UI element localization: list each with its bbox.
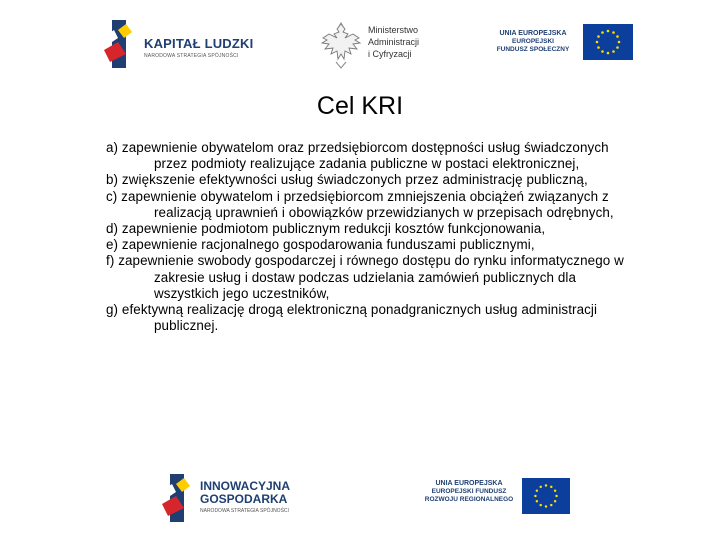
goal-item-c: c) zapewnienie obywatelom i przedsiębiorcom zmniejszenia obciążeń związanych z realizacją uprawnień i obowiązków przewidzianych w przepisach odrębnych, [106,188,614,220]
goal-item-g: g) efektywną realizację drogą elektroniczną ponadgranicznych usług administracji publicznej. [106,302,598,334]
ministry-line-2: Administracji [368,37,420,47]
kapital-ludzki-subtitle: NARODOWA STRATEGIA SPÓJNOŚCI [144,53,239,59]
eu-top-line-2: EUROPEJSKI [512,38,554,45]
goal-item-a: a) zapewnienie obywatelom oraz przedsiębiorcom dostępności usług świadczonych przez podmioty realizujące zadania publiczne w postaci elektronicznej, [106,140,609,172]
innowacyjna-line-2: GOSPODARKA [200,492,288,506]
kapital-ludzki-logo-icon [104,20,134,68]
goal-list [106,140,626,334]
ministry-line-3: i Cyfryzacji [368,49,412,59]
innowacyjna-gospodarka-logo-icon [162,474,192,522]
eu-bottom-line-2: EUROPEJSKI FUNDUSZ [431,488,507,495]
innowacyjna-subtitle: NARODOWA STRATEGIA SPÓJNOŚCI [200,508,289,514]
eu-social-fund-text [485,30,581,54]
goal-item-d: d) zapewnienie podmiotom publicznym redukcji kosztów funkcjonowania, [106,221,546,237]
goal-item-b: b) zwiększenie efektywności usług świadczonych przez administrację publiczną, [106,172,588,188]
eu-top-line-3: FUNDUSZ SPOŁECZNY [496,46,570,53]
innowacyjna-gospodarka-logo [162,470,342,528]
kapital-ludzki-title: KAPITAŁ LUDZKI [144,36,254,51]
kapital-ludzki-logo [104,18,264,76]
polish-eagle-icon [318,20,364,72]
innowacyjna-title [200,480,290,506]
ministry-name [368,24,419,60]
eu-top-line-1: UNIA EUROPEJSKA [499,30,567,37]
eu-regional-fund-logo [418,476,570,526]
ministry-line-1: Ministerstwo [368,25,419,35]
eu-flag-icon [522,478,570,514]
eu-regional-fund-text [418,480,520,504]
goal-item-e: e) zapewnienie racjonalnego gospodarowania funduszami publicznymi, [106,237,535,253]
goal-item-f: f) zapewnienie swobody gospodarczej i równego dostępu do rynku informatycznego w zakresie usług i dostaw podczas udzielania zamówień publicznych dla wszystkich jego uczestników, [106,253,624,301]
eu-flag-icon [583,24,633,60]
eu-social-fund-logo [485,20,635,70]
innowacyjna-line-1: INNOWACYJNA [200,479,291,493]
ministry-logo [318,18,438,78]
slide-title: Cel KRI [316,92,404,120]
eu-bottom-line-3: ROZWOJU REGIONALNEGO [424,496,514,503]
eu-bottom-line-1: UNIA EUROPEJSKA [435,480,503,487]
